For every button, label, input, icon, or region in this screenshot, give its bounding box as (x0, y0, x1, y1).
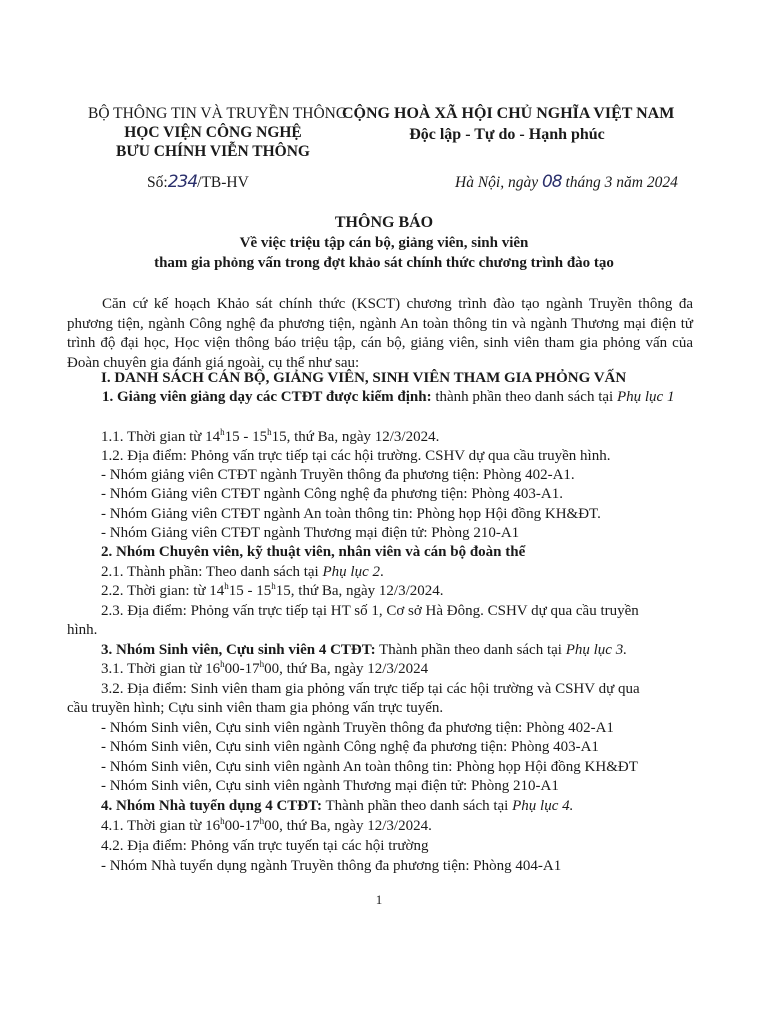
group1-item: - Nhóm Giảng viên CTĐT ngành Công nghệ đa phương tiện: Phòng 403-A1. (101, 486, 563, 502)
group3-sup1: h (220, 659, 225, 669)
group2-members-prefix: 2.1. Thành phần: Theo danh sách tại (101, 564, 323, 580)
group2-sup2: h (271, 581, 276, 591)
document-title: THÔNG BÁO (334, 214, 434, 231)
group1-item: - Nhóm giảng viên CTĐT ngành Truyền thông đa phương tiện: Phòng 402-A1. (101, 467, 575, 483)
group3-item: - Nhóm Sinh viên, Cựu sinh viên ngành Thương mại điện tử: Phòng 210-A1 (101, 778, 559, 794)
document-subtitle-line2: tham gia phỏng vấn trong đợt khảo sát chính thức chương trình đào tạo (154, 255, 614, 271)
group4-heading (101, 797, 573, 816)
number-prefix: Số: (147, 174, 168, 191)
group3-time-c: 00, thứ Ba, ngày 12/3/2024 (264, 661, 429, 677)
group1-appendix: Phụ lục 1 (616, 389, 675, 405)
group4-time-b: 00-17 (224, 818, 260, 834)
group4-time-a: 4.1. Thời gian từ 16 (101, 818, 221, 834)
issue-date (455, 172, 678, 193)
section1-heading: I. DANH SÁCH CÁN BỘ, GIẢNG VIÊN, SINH VIÊN THAM GIA PHỎNG VẤN (101, 370, 627, 386)
date-suffix: tháng 3 năm 2024 (565, 174, 678, 191)
group4-sup1: h (220, 816, 225, 826)
date-prefix: Hà Nội, ngày (455, 174, 539, 191)
group2-heading: 2. Nhóm Chuyên viên, kỹ thuật viên, nhân viên và cán bộ đoàn thể (101, 544, 526, 560)
page-number: 1 (375, 892, 383, 907)
group3-item: - Nhóm Sinh viên, Cựu sinh viên ngành An toàn thông tin: Phòng họp Hội đồng KH&ĐT (101, 759, 638, 775)
group1-time-c: 15, thứ Ba, ngày 12/3/2024. (271, 429, 440, 445)
group4-time-c: 00, thứ Ba, ngày 12/3/2024. (264, 818, 432, 834)
group1-title: 1. Giảng viên giảng dạy các CTĐT được kiểm định: (102, 389, 432, 405)
group1-time (101, 428, 439, 447)
group4-title: 4. Nhóm Nhà tuyển dụng 4 CTĐT: (101, 798, 323, 814)
handwritten-day: 08 (541, 172, 562, 192)
group4-time (101, 817, 432, 836)
document-number (147, 172, 249, 193)
group3-title: 3. Nhóm Sinh viên, Cựu sinh viên 4 CTĐT: (101, 642, 376, 658)
group4-sup2: h (259, 816, 265, 826)
group3-item: - Nhóm Sinh viên, Cựu sinh viên ngành Công nghệ đa phương tiện: Phòng 403-A1 (101, 739, 599, 755)
group3-heading-rest: Thành phần theo danh sách tại (375, 642, 566, 658)
group1-sup2: h (267, 427, 272, 437)
group3-time-b: 00-17 (224, 661, 260, 677)
handwritten-number: 234 (167, 172, 198, 192)
group2-place-line2: hình. (67, 622, 98, 638)
group2-time-b: 15 - 15 (228, 583, 272, 599)
group2-sup1: h (224, 581, 229, 591)
group3-appendix: Phụ lục 3. (565, 642, 627, 658)
group2-time (101, 582, 443, 601)
ministry-name: BỘ THÔNG TIN VÀ TRUYỀN THÔNG (88, 105, 348, 122)
group1-heading-rest: thành phần theo danh sách tại (431, 389, 617, 405)
group4-item: - Nhóm Nhà tuyển dụng ngành Truyền thông đa phương tiện: Phòng 404-A1 (101, 858, 562, 874)
group1-item: - Nhóm Giảng viên CTĐT ngành An toàn thông tin: Phòng họp Hội đồng KH&ĐT. (101, 506, 601, 522)
group2-members (101, 563, 384, 582)
group3-heading (101, 641, 627, 660)
group1-time-a: 1.1. Thời gian từ 14 (101, 429, 221, 445)
group2-appendix: Phụ lục 2 (322, 564, 380, 580)
group1-item: - Nhóm Giảng viên CTĐT ngành Thương mại điện tử: Phòng 210-A1 (101, 525, 520, 541)
intro-paragraph: Căn cứ kế hoạch Khảo sát chính thức (KSCT) chương trình đào tạo ngành Truyền thông đa phương tiện, ngành Công nghệ đa phương tiện, ngành An toàn thông tin và ngành Thương mại điện tử trình độ đại học, Học viện thông báo triệu tập, cán bộ, giảng viên, sinh viên tham gia phỏng vấn của Đoàn chuyên gia đánh giá ngoài, cụ thể như sau: (67, 296, 693, 371)
group2-members-suffix: . (379, 564, 384, 580)
group3-place-line1: 3.2. Địa điểm: Sinh viên tham gia phỏng vấn trực tiếp tại các hội trường và CSHV dự qua (101, 681, 640, 697)
group4-appendix: Phụ lục 4. (512, 798, 574, 814)
group3-place-line2: cầu truyền hình; Cựu sinh viên tham gia phỏng vấn trực tuyến. (67, 700, 444, 716)
group4-heading-rest: Thành phần theo danh sách tại (322, 798, 513, 814)
group3-time (101, 660, 428, 679)
group1-time-b: 15 - 15 (224, 429, 268, 445)
group2-time-c: 15, thứ Ba, ngày 12/3/2024. (275, 583, 444, 599)
group3-sup2: h (259, 659, 265, 669)
group1-heading (67, 388, 693, 408)
number-suffix: /TB-HV (197, 174, 249, 191)
institute-name-line2: BƯU CHÍNH VIỄN THÔNG (116, 143, 310, 160)
group2-time-a: 2.2. Thời gian: từ 14 (101, 583, 225, 599)
institute-name-line1: HỌC VIỆN CÔNG NGHỆ (124, 124, 302, 141)
group2-place-line1: 2.3. Địa điểm: Phỏng vấn trực tiếp tại HT số 1, Cơ sở Hà Đông. CSHV dự qua cầu truyền (101, 603, 639, 619)
document-subtitle-line1: Về việc triệu tập cán bộ, giảng viên, sinh viên (239, 235, 529, 251)
national-motto: Độc lập - Tự do - Hạnh phúc (409, 126, 605, 143)
group1-sup1: h (220, 427, 225, 437)
country-name: CỘNG HOÀ XÃ HỘI CHỦ NGHĨA VIỆT NAM (342, 105, 675, 122)
group1-place: 1.2. Địa điểm: Phỏng vấn trực tiếp tại các hội trường. CSHV dự qua cầu truyền hình. (101, 448, 611, 464)
group4-place: 4.2. Địa điểm: Phỏng vấn trực tuyến tại các hội trường (101, 838, 429, 854)
group3-item: - Nhóm Sinh viên, Cựu sinh viên ngành Truyền thông đa phương tiện: Phòng 402-A1 (101, 720, 614, 736)
group3-time-a: 3.1. Thời gian từ 16 (101, 661, 221, 677)
